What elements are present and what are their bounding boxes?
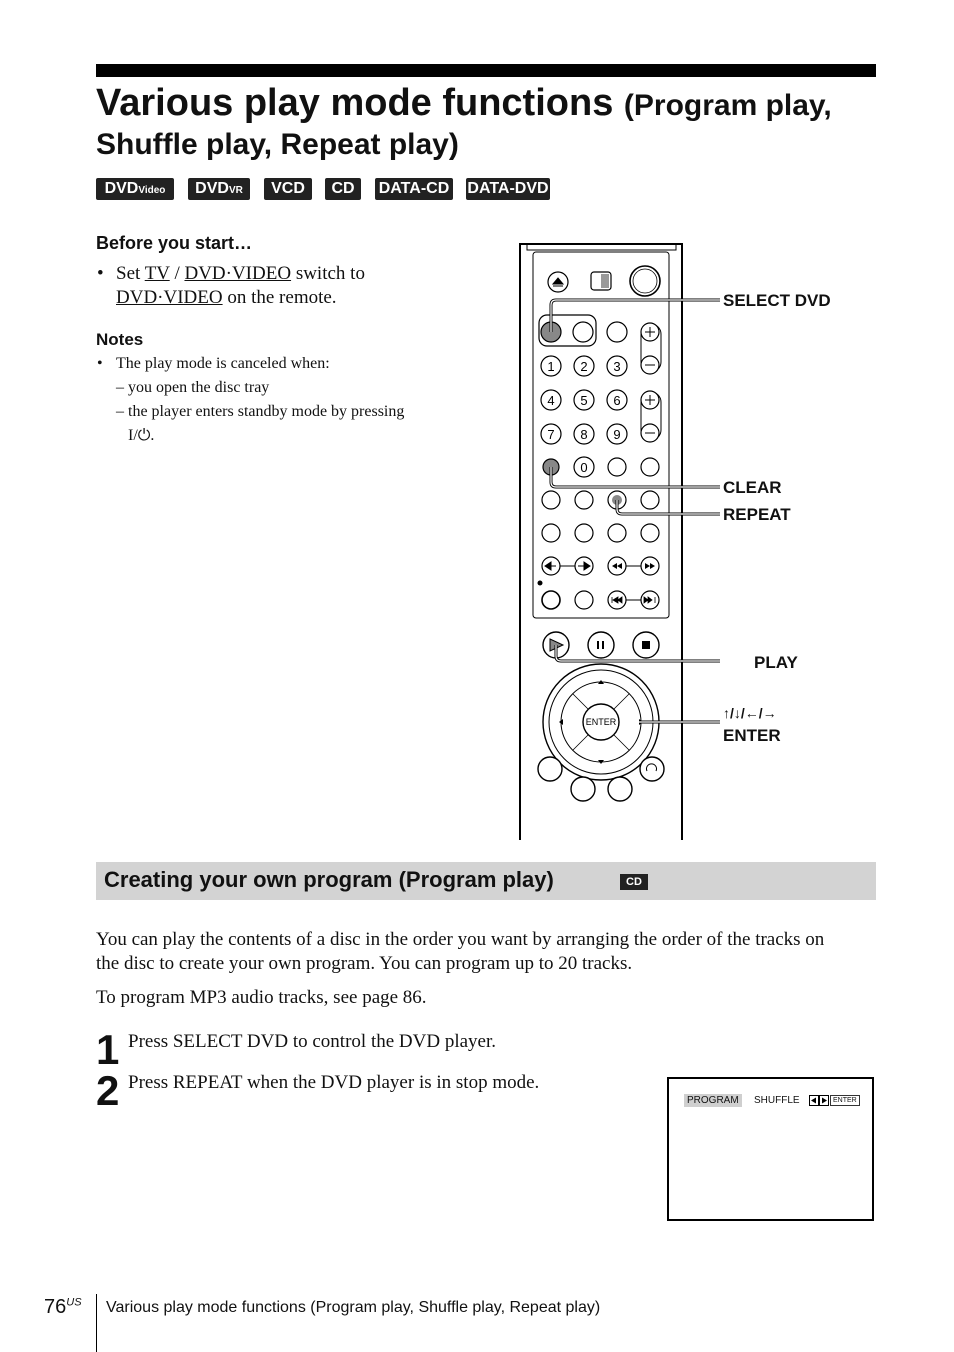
- remote-control-illustration: [500, 236, 720, 840]
- page-title-line2: Shuffle play, Repeat play): [96, 128, 459, 161]
- enter-key-label: ENTER: [585, 717, 617, 727]
- callout-repeat: REPEAT: [723, 505, 791, 524]
- bullet: •: [97, 263, 104, 284]
- note-line1: The play mode is canceled when:: [116, 355, 330, 372]
- badge-dvd-video: DVDVideo: [96, 178, 174, 200]
- pause-button: [588, 632, 614, 658]
- power-button: [630, 266, 660, 296]
- tv-label: TV: [144, 263, 170, 284]
- key-5: 5: [580, 393, 588, 408]
- callout-arrows: ↑/↓/←/→: [723, 705, 777, 721]
- title-main: Various play mode functions: [96, 82, 614, 124]
- note-line4: I/⏻.: [128, 427, 155, 444]
- key-9: 9: [613, 427, 621, 442]
- dvd-video-label: DVD·VIDEO: [184, 263, 292, 284]
- callout-enter: ENTER: [723, 726, 781, 745]
- screen-enter-label: ENTER: [830, 1095, 860, 1106]
- note-line2: – you open the disc tray: [116, 379, 270, 396]
- notes-heading: Notes: [96, 330, 144, 349]
- page-title: [96, 80, 832, 129]
- badge-data-cd: DATA-CD: [375, 178, 453, 200]
- footer-running-title: Various play mode functions (Program play, Shuffle play, Repeat play): [106, 1299, 601, 1316]
- title-sub: (Program play,: [623, 89, 832, 122]
- callout-select-dvd: SELECT DVD: [723, 291, 831, 310]
- key-7: 7: [547, 427, 555, 442]
- badge-vcd: VCD: [264, 178, 312, 200]
- footer-divider: [96, 1294, 97, 1352]
- section-badge-cd: CD: [620, 874, 648, 890]
- key-2: 2: [580, 359, 588, 374]
- screen-shuffle-label: SHUFFLE: [754, 1095, 800, 1106]
- note-line3: – the player enters standby mode by pressing: [116, 403, 405, 420]
- key-0: 0: [580, 460, 588, 475]
- screen-program-label: PROGRAM: [684, 1094, 742, 1107]
- page-number: $76^{US}$: [44, 1296, 82, 1318]
- eject-button: [548, 272, 568, 292]
- key-8: 8: [580, 427, 588, 442]
- body-para1-line2: the disc to create your own program. You can program up to 20 tracks.: [96, 953, 633, 974]
- select-tv-button: [573, 322, 593, 342]
- badge-dvd-vr: DVDVR: [188, 178, 250, 200]
- top-rule: [96, 64, 876, 77]
- body-para1-line1: You can play the contents of a disc in the order you want by arranging the order of the tracks on: [96, 929, 825, 950]
- step-1-text: Press SELECT DVD to control the DVD player.: [128, 1031, 496, 1052]
- key-1: 1: [547, 359, 555, 374]
- left-right-arrows-icon: [809, 1095, 829, 1106]
- dvd-video-label-2: DVD·VIDEO: [116, 287, 223, 308]
- step-2-number: 2: [96, 1067, 120, 1114]
- body-para2: To program MP3 audio tracks, see page 86.: [96, 987, 427, 1008]
- callout-clear: CLEAR: [723, 478, 782, 497]
- step-1-number: 1: [96, 1026, 120, 1073]
- before-you-start-heading: Before you start…: [96, 233, 253, 253]
- step-2-text: Press REPEAT when the DVD player is in stop mode.: [128, 1072, 540, 1093]
- key-6: 6: [613, 393, 621, 408]
- section-title: Creating your own program (Program play): [104, 867, 554, 892]
- badge-data-dvd: DATA-DVD: [466, 178, 550, 200]
- badge-cd: CD: [325, 178, 361, 200]
- callout-play: PLAY: [754, 653, 798, 672]
- key-4: 4: [547, 393, 555, 408]
- note-bullet: •: [97, 355, 103, 372]
- key-3: 3: [613, 359, 621, 374]
- before-instruction-line2: DVD·VIDEO on the remote.: [116, 287, 337, 308]
- before-instruction-line1: Set TV / DVD·VIDEO switch to: [116, 263, 365, 284]
